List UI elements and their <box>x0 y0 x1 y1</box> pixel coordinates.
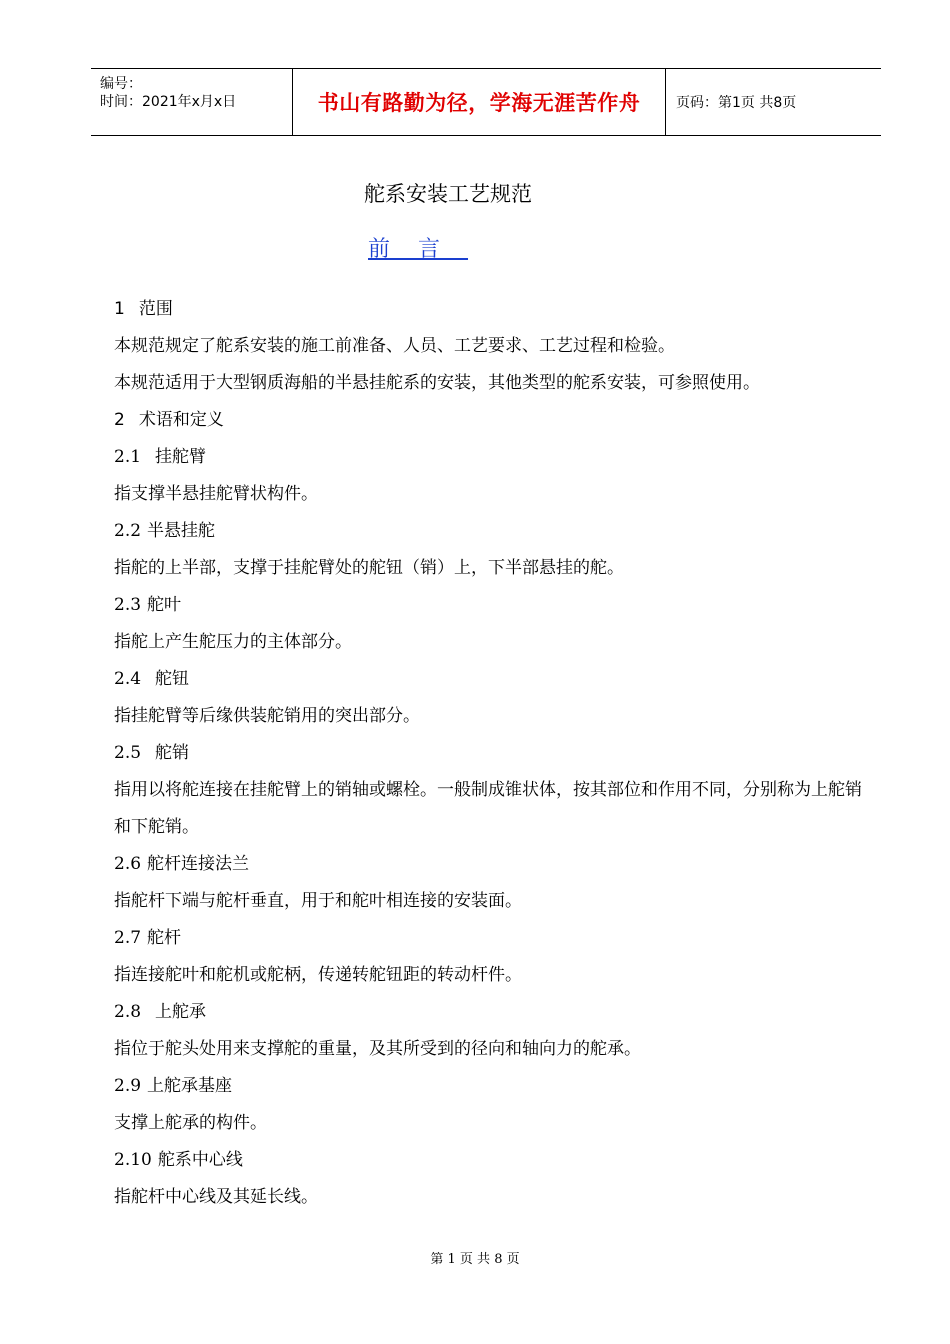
term-definition: 指舵杆下端与舵杆垂直，用于和舵叶相连接的安装面。 <box>114 891 522 911</box>
term-heading: 2.10 舵系中心线 <box>114 1150 243 1170</box>
term-heading: 2.5 舵销 <box>114 743 190 763</box>
preface-heading[interactable]: 前言 <box>368 237 469 262</box>
number-label: 编号： <box>100 76 142 92</box>
header-motto-cell <box>293 69 666 135</box>
term-heading: 2.4 舵钮 <box>114 669 190 689</box>
term-definition: 指挂舵臂等后缘供装舵销用的突出部分。 <box>114 706 420 726</box>
header-page-cell <box>666 69 881 135</box>
footer-page-text: 第 1 页 共 8 页 <box>430 1252 520 1267</box>
term-definition: 指舵上产生舵压力的主体部分。 <box>114 632 352 652</box>
document-body <box>114 291 864 1216</box>
body-paragraph: 本规范规定了舵系安装的施工前准备、人员、工艺要求、工艺过程和检验。 <box>114 336 675 356</box>
term-heading: 2.9 上舵承基座 <box>114 1076 233 1096</box>
term-heading: 2.1 挂舵臂 <box>114 447 207 467</box>
document-title: 舵系安装工艺规范 <box>364 182 532 206</box>
body-paragraph: 本规范适用于大型钢质海船的半悬挂舵系的安装，其他类型的舵系安装，可参照使用。 <box>114 373 760 393</box>
term-heading: 2.2 半悬挂舵 <box>114 521 216 541</box>
term-definition: 指舵的上半部，支撑于挂舵臂处的舵钮（销）上，下半部悬挂的舵。 <box>114 558 624 578</box>
header-table <box>91 68 881 136</box>
term-heading: 2.3 舵叶 <box>114 595 182 615</box>
term-heading: 2.7 舵杆 <box>114 928 182 948</box>
term-definition: 指舵杆中心线及其延长线。 <box>114 1187 318 1207</box>
section-heading: 2 术语和定义 <box>114 410 224 430</box>
term-heading: 2.6 舵杆连接法兰 <box>114 854 250 874</box>
motto-text: 书山有路勤为径，学海无涯苦作舟 <box>317 91 641 115</box>
term-heading: 2.8 上舵承 <box>114 1002 207 1022</box>
term-definition: 指位于舵头处用来支撑舵的重量，及其所受到的径向和轴向力的舵承。 <box>114 1039 641 1059</box>
header-meta-cell <box>91 69 293 135</box>
term-definition: 指支撑半悬挂舵臂状构件。 <box>114 484 318 504</box>
section-heading: 1 范围 <box>114 299 173 319</box>
page-footer <box>0 1248 950 1267</box>
term-definition: 指用以将舵连接在挂舵臂上的销轴或螺栓。一般制成锥状体，按其部位和作用不同，分别称为上舵销和下舵销。 <box>114 780 862 837</box>
term-definition: 指连接舵叶和舵机或舵柄，传递转舵钮距的转动杆件。 <box>114 965 522 985</box>
term-definition: 支撑上舵承的构件。 <box>114 1113 267 1133</box>
page-label: 页码：第1页 共8页 <box>676 95 797 111</box>
time-label: 时间：2021年x月x日 <box>100 94 237 110</box>
